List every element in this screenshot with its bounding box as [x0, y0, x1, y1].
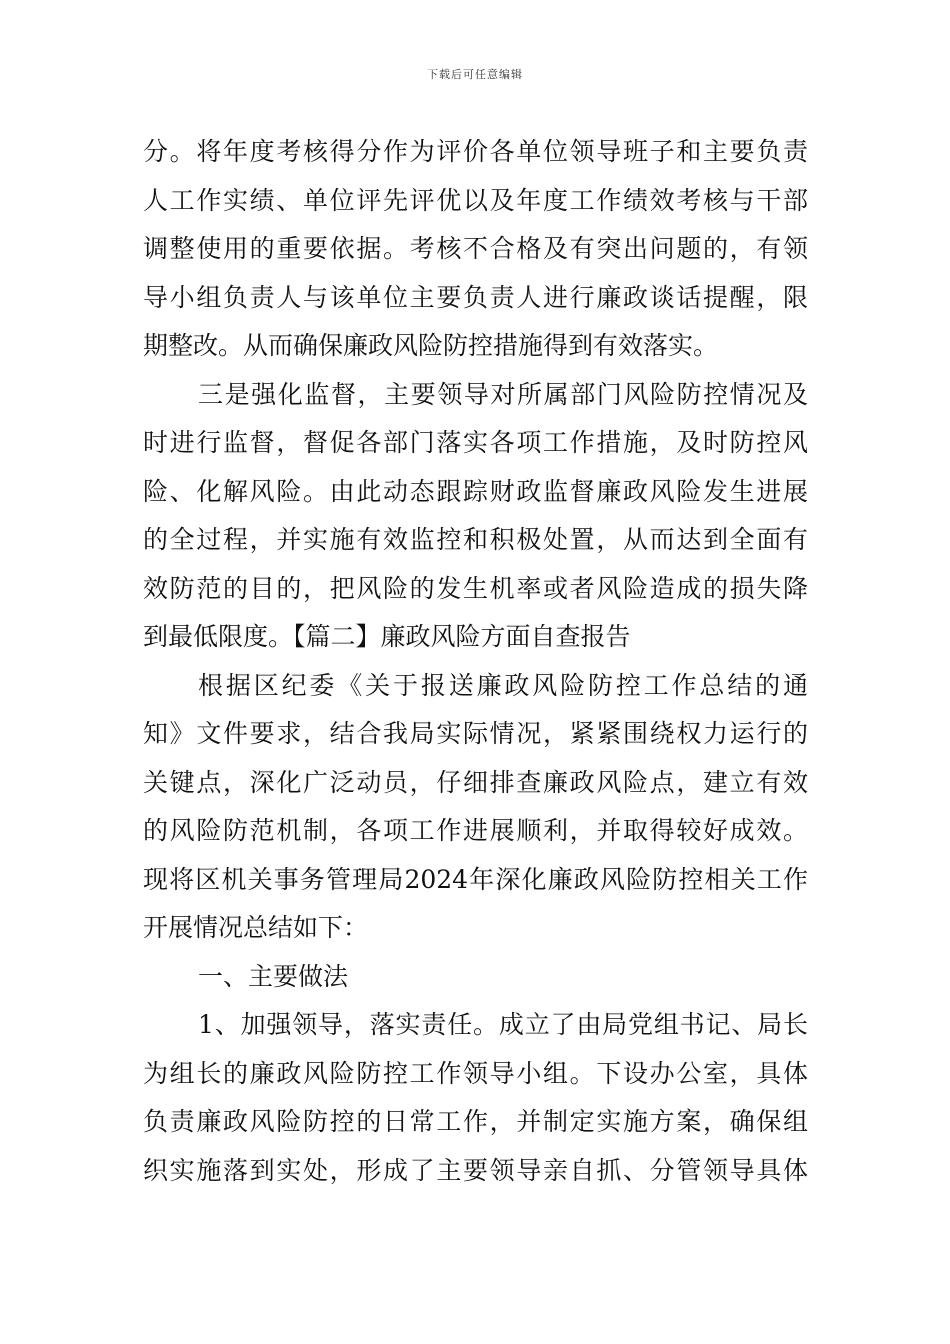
text-line: 三是强化监督，主要领导对所属部门风险防控情况及 [198, 379, 808, 409]
text-line: 知》文件要求，结合我局实际情况，紧紧围绕权力运行的 [143, 719, 808, 748]
text-line: 现将区机关事务管理局2024年深化廉政风险防控相关工作 [143, 864, 808, 894]
text-line: 负责廉政风险防控的日常工作，并制定实施方案，确保组 [143, 1107, 808, 1136]
text-line: 到最低限度。【篇二】廉政风险方面自查报告 [143, 622, 631, 651]
section-heading: 一、主要做法 [198, 961, 349, 991]
text-line: 关键点，深化广泛动员，仔细排查廉政风险点，建立有效 [143, 767, 808, 797]
text-line: 期整改。从而确保廉政风险防控措施得到有效落实。 [143, 331, 719, 360]
text-line: 织实施落到实处，形成了主要领导亲自抓、分管领导具体 [143, 1155, 808, 1185]
body-text [143, 128, 808, 1195]
text-line: 险、化解风险。由此动态跟踪财政监督廉政风险发生进展 [143, 476, 808, 506]
text-line: 时进行监督，督促各部门落实各项工作措施，及时防控风 [143, 428, 808, 457]
text-line: 的全过程，并实施有效监控和积极处置，从而达到全面有 [143, 525, 808, 554]
header-note: 下载后可任意编辑 [427, 68, 523, 81]
text-line: 导小组负责人与该单位主要负责人进行廉政谈话提醒，限 [143, 282, 808, 312]
text-line: 的风险防范机制，各项工作进展顺利，并取得较好成效。 [143, 816, 808, 845]
text-line: 开展情况总结如下： [143, 913, 369, 942]
text-line: 为组长的廉政风险防控工作领导小组。下设办公室，具体 [143, 1058, 808, 1088]
text-line: 1、加强领导，落实责任。成立了由局党组书记、局长 [198, 1010, 808, 1039]
text-line: 调整使用的重要依据。考核不合格及有突出问题的，有领 [143, 234, 808, 263]
text-line: 人工作实绩、单位评先评优以及年度工作绩效考核与干部 [143, 185, 808, 215]
text-line: 效防范的目的，把风险的发生机率或者风险造成的损失降 [143, 573, 808, 603]
text-line: 分。将年度考核得分作为评价各单位领导班子和主要负责 [143, 137, 808, 166]
text-line: 根据区纪委《关于报送廉政风险防控工作总结的通 [198, 670, 808, 700]
